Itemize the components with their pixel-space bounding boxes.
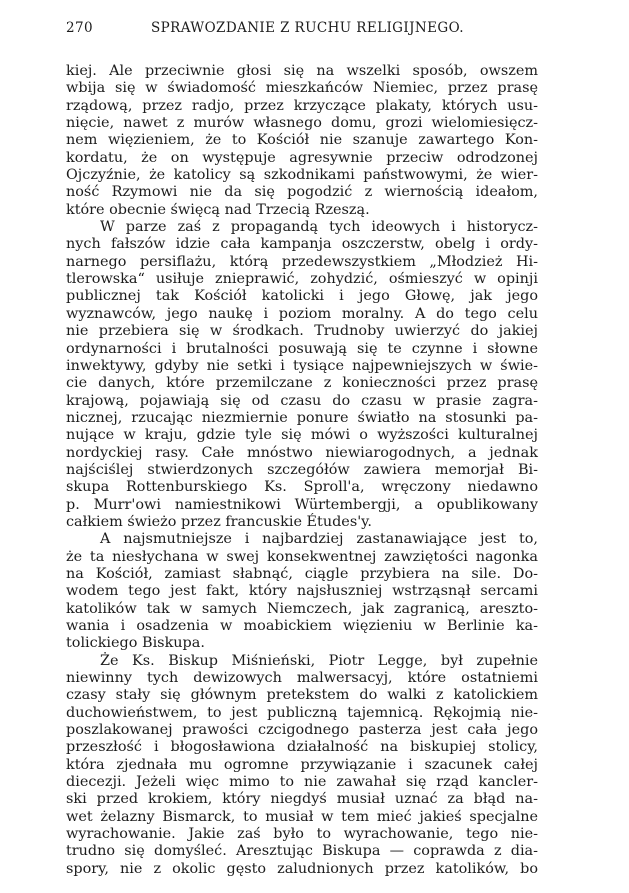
text-line: nordyckiej rasy. Całe mnóstwo niewiarogodnych, a jednak (66, 444, 538, 461)
text-line: katolików tak w samych Niemczech, jak zagranicą, areszto- (66, 600, 538, 617)
text-line: że ta niesłychana w swej konsekwentnej zawziętości nagonka (66, 548, 538, 565)
text-line: ność Rzymowi nie da się pogodzić z wiernością ideałom, (66, 184, 538, 201)
text-line: nięcie, nawet z murów własnego domu, grozi wielomiesięcz- (66, 115, 538, 132)
text-line: duchowieństwem, to jest publiczną tajemnicą. Rękojmią nie- (66, 704, 538, 721)
text-line: nie przebiera się w środkach. Trudnoby uwierzyć do jakiej (66, 323, 538, 340)
text-line: ski przed krokiem, który niegdyś musiał uznać za błąd na- (66, 791, 538, 808)
text-line: wyrachowanie. Jakie zaś było to wyrachowanie, tego nie- (66, 826, 538, 843)
text-line: która zjednała mu ogromne przywiązanie i szacunek całej (66, 756, 538, 773)
text-line: nujące w kraju, gdzie tyle się mówi o wyższości kulturalnej (66, 427, 538, 444)
text-line: wodem tego jest fakt, który najsłuszniej wstrząsnął sercami (66, 583, 538, 600)
text-line: tlerowska“ usiłuje znieprawić, zohydzić, ośmieszyć w opinji (66, 271, 538, 288)
page-header (66, 20, 536, 40)
text-line: Że Ks. Biskup Miśnieński, Piotr Legge, był zupełnie (100, 652, 538, 669)
text-line: A najsmutniejsze i najbardziej zastanawiające jest to, (100, 531, 538, 548)
running-title: SPRAWOZDANIE Z RUCHU RELIGIJNEGO. (151, 20, 464, 36)
text-line: które obecnie święcą nad Trzecią Rzeszą. (66, 201, 370, 218)
text-line: diecezji. Jeżeli więc mimo to nie zawahał się rząd kancler- (66, 774, 538, 791)
text-line: narnego persiflażu, którą przedewszystkiem „Młodzież Hi- (66, 253, 538, 270)
text-line: całkiem świeżo przez francuskie Études'y. (66, 513, 372, 530)
text-line: nem więzieniem, że to Kościół nie szanuje zawartego Kon- (66, 132, 538, 149)
text-line: czasy stały się głównym pretekstem do walki z katolickiem (66, 687, 538, 704)
body-text (66, 63, 538, 878)
text-line: krajową, pojawiają się od czasu do czasu w prasie zagra- (66, 392, 538, 409)
text-line: kordatu, że on występuje agresywnie przeciw odrodzonej (66, 149, 538, 166)
text-line: na Kościół, zamiast słabnąć, ciągle przybiera na sile. Do- (66, 565, 538, 582)
text-line: trudno się domyśleć. Aresztując Biskupa — coprawda z dia- (66, 843, 538, 860)
text-line: spory, nie z okolic gęsto zaludnionych przez katolików, bo (66, 860, 538, 877)
text-line: publicznej tak Kościół katolicki i jego Głowę, jak jego (66, 288, 538, 305)
text-line: wet żelazny Bismarck, to musiał w tem mieć jakieś specjalne (66, 808, 538, 825)
text-line: wbija się w świadomość mieszkańców Niemiec, przez prasę (66, 80, 538, 97)
page-number: 270 (66, 20, 93, 36)
text-line: ordynarności i brutalności posuwają się te czynne i słowne (66, 340, 538, 357)
text-line: skupa Rottenburskiego Ks. Sproll'a, wręczony niedawno (66, 479, 538, 496)
text-line: tolickiego Biskupa. (66, 635, 205, 652)
text-line: nych fałszów idzie cała kampanja oszczerstw, obelg i ordy- (66, 236, 538, 253)
text-line: p. Murr'owi namiestnikowi Würtembergji, a opublikowany (66, 496, 538, 513)
text-line: wania i osadzenia w moabickiem więzieniu w Berlinie ka- (66, 618, 538, 634)
text-line: kiej. Ale przeciwnie głosi się na wszelki sposób, owszem (66, 63, 538, 79)
text-line: inwektywy, gdyby nie setki i tysiące najpewniejszych w świe- (66, 357, 538, 374)
text-line: wyznawców, jego naukę i poziom moralny. A do tego celu (66, 305, 538, 322)
text-line: Ojczyźnie, że katolicy są szkodnikami państwowymi, że wier- (66, 167, 538, 184)
text-line: przeszłość i błogosławiona działalność na biskupiej stolicy, (66, 739, 538, 756)
text-line: W parze zaś z propagandą tych ideowych i historycz- (100, 219, 538, 236)
text-line: cie danych, które przemilczane z konieczności przez prasę (66, 375, 538, 392)
text-line: najściślej stwierdzonych szczegółów zawiera memorjał Bi- (66, 461, 538, 478)
text-line: niewinny tych dewizowych malwersacyj, które ostatniemi (66, 670, 538, 687)
text-line: poszlakowanej prawości czcigodnego pasterza jest cała jego (66, 722, 538, 739)
text-line: rządową, przez radjo, przez krzyczące plakaty, których usu- (66, 97, 538, 114)
text-line: nicznej, rzucając niezmiernie ponure światło na stosunki pa- (66, 409, 538, 426)
